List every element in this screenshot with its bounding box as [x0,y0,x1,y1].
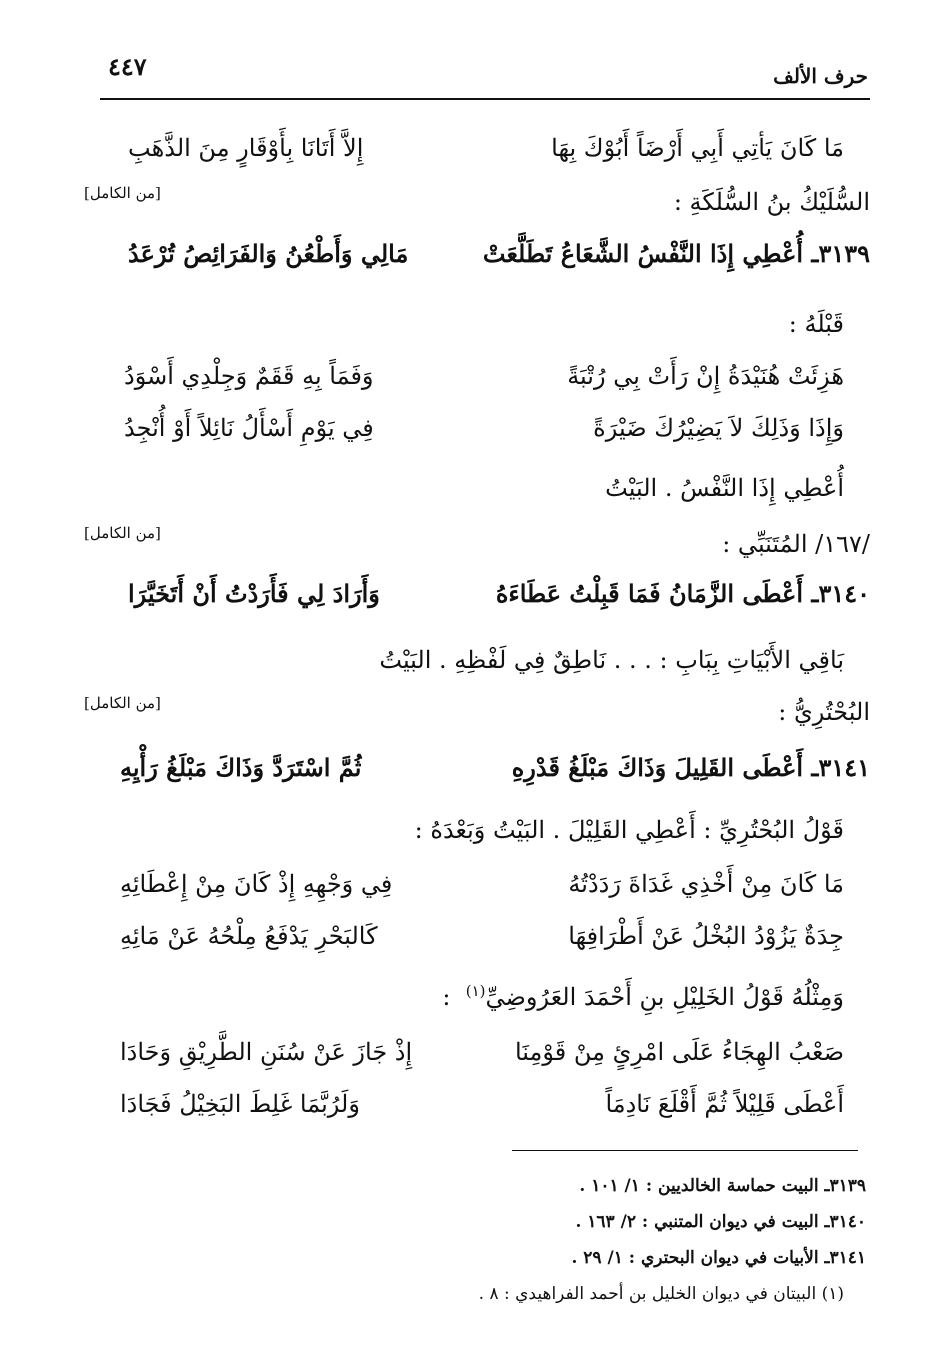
running-header: حرف الألف [773,64,868,88]
commentary-line: قَوْلُ البُحْتُرِيِّ : أَعْطِي القَلِيْلَ . البَيْتُ وَبَعْدَهُ : [414,816,844,844]
verse-f-right: أَعْطَى قَلِيْلاً ثُمَّ أَقْلَعَ نَادِمَاً [605,1090,844,1118]
verse-3139-left: مَالِي وَأَطْعُنُ وَالفَرَائِصُ تُرْعَدُ [128,239,409,268]
verse-hemistich-right: مَا كَانَ يَأتِي أَبِي أَرْضَاً أَبُوْكَ بِهَا [551,134,844,162]
footnote-3139: ٣١٣٩ـ البيت حماسة الخالديين : ١/ ١٠١ . [579,1176,866,1196]
meter-label: [من الكامل] [84,184,161,202]
verse-3141-right: ٣١٤١ـ أَعْطَى القَلِيلَ وَذَاكَ مَبْلَغُ قَدْرِهِ [511,753,870,782]
verse-hemistich-left: إِلاَّ أَتَانَا بِأَوْقَارٍ مِنَ الذَّهَبِ [128,134,364,162]
footnote-3140: ٣١٤٠ـ البيت في ديوان المتنبي : ٢/ ١٦٣ . [575,1212,866,1232]
verse-c-left: فِي وَجْهِهِ إِذْ كَانَ مِنْ إِعْطَائِهِ [120,870,393,898]
mithluh-text: وَمِثْلُهُ قَوْلُ الخَلِيْلِ بنِ أَحْمَدَ العَرُوضِيِّ [485,983,844,1011]
poet-name: البُحْتُرِيُّ : [778,698,870,726]
header-rule [100,98,870,100]
verse-d-left: كَالبَحْرِ يَدْفَعُ مِلْحُهُ عَنْ مَائِهِ [120,922,378,950]
poet-name: /١٦٧/ المُتَنَبِّي : [722,530,870,558]
verse-e-right: صَعْبُ الهِجَاءُ عَلَى امْرِئٍ مِنْ قَوْمِنَا [514,1038,844,1066]
verse-b-left: فِي يَوْمِ أَسْأَلُ نَائِلاً أَوْ أُنْجِدُ [124,414,374,442]
verse-b-right: وَإِذَا وَذَلِكَ لاَ يَضِيْرُكَ ضَيْرَةً [593,414,844,442]
verse-3139-right: ٣١٣٩ـ أُعْطِي إِذَا النَّفْسُ الشَّعَاعُ تَطَلَّعَتْ [482,239,870,268]
verse-d-right: جِدَةٌ يَزُوْدُ البُخْلُ عَنْ أَطْرَافِهَا [568,922,844,950]
verse-c-right: مَا كَانَ مِنْ أَخْذِي غَدَاةَ رَدَدْتُهُ [568,870,844,898]
footnote-3141: ٣١٤١ـ الأبيات في ديوان البحتري : ١/ ٢٩ . [571,1248,866,1268]
verse-3141-left: ثُمَّ اسْتَرَدَّ وَذَاكَ مَبْلَغُ رَأْيِهِ [120,753,362,782]
qablahu-label: قَبْلَهُ : [788,310,844,338]
verse-a-right: هَزِئَتْ هُنَيْدَةُ إِنْ رَأَتْ بِي رُتْبَةً [567,362,844,390]
verse-f-left: وَلَرُبَّمَا غَلِطَ البَخِيْلُ فَجَادَا [120,1090,360,1118]
colon: : [442,983,451,1011]
meter-label: [من الكامل] [84,694,161,712]
footnote-1: (١) البيتان في ديوان الخليل بن أحمد الفراهيدي : ٨ . [478,1284,844,1304]
page-number: ٤٤٧ [108,52,147,81]
verse-e-left: إِذْ جَازَ عَنْ سُنَنِ الطَّرِيْقِ وَحَادَا [120,1038,413,1066]
verse-3140-right: ٣١٤٠ـ أَعْطَى الزَّمَانُ فَمَا قَبِلْتُ عَطَاءَهُ [495,579,870,608]
bayt-reference: أُعْطِي إِذَا النَّفْسُ . البَيْتُ [605,474,844,502]
verse-a-left: وَفَمَاً بِهِ قَقَمٌ وَجِلْدِي أَسْوَدُ [124,362,374,390]
footnote-ref[interactable]: (١) [465,982,486,1000]
remaining-verses-note: بَاقِي الأَبْيَاتِ بِبَابِ : . . . نَاطِقٌ فِي لَفْظِهِ . البَيْتُ [379,646,844,674]
footnote-rule [512,1150,858,1151]
meter-label: [من الكامل] [84,524,161,542]
verse-3140-left: وَأَرَادَ لِي فَأَرَدْتُ أَنْ أَتَخَيَّرَا [128,579,380,608]
mithluh-line [442,984,844,1009]
poet-name: السُّلَيْكُ بنُ السُّلَكَةِ : [673,188,870,216]
